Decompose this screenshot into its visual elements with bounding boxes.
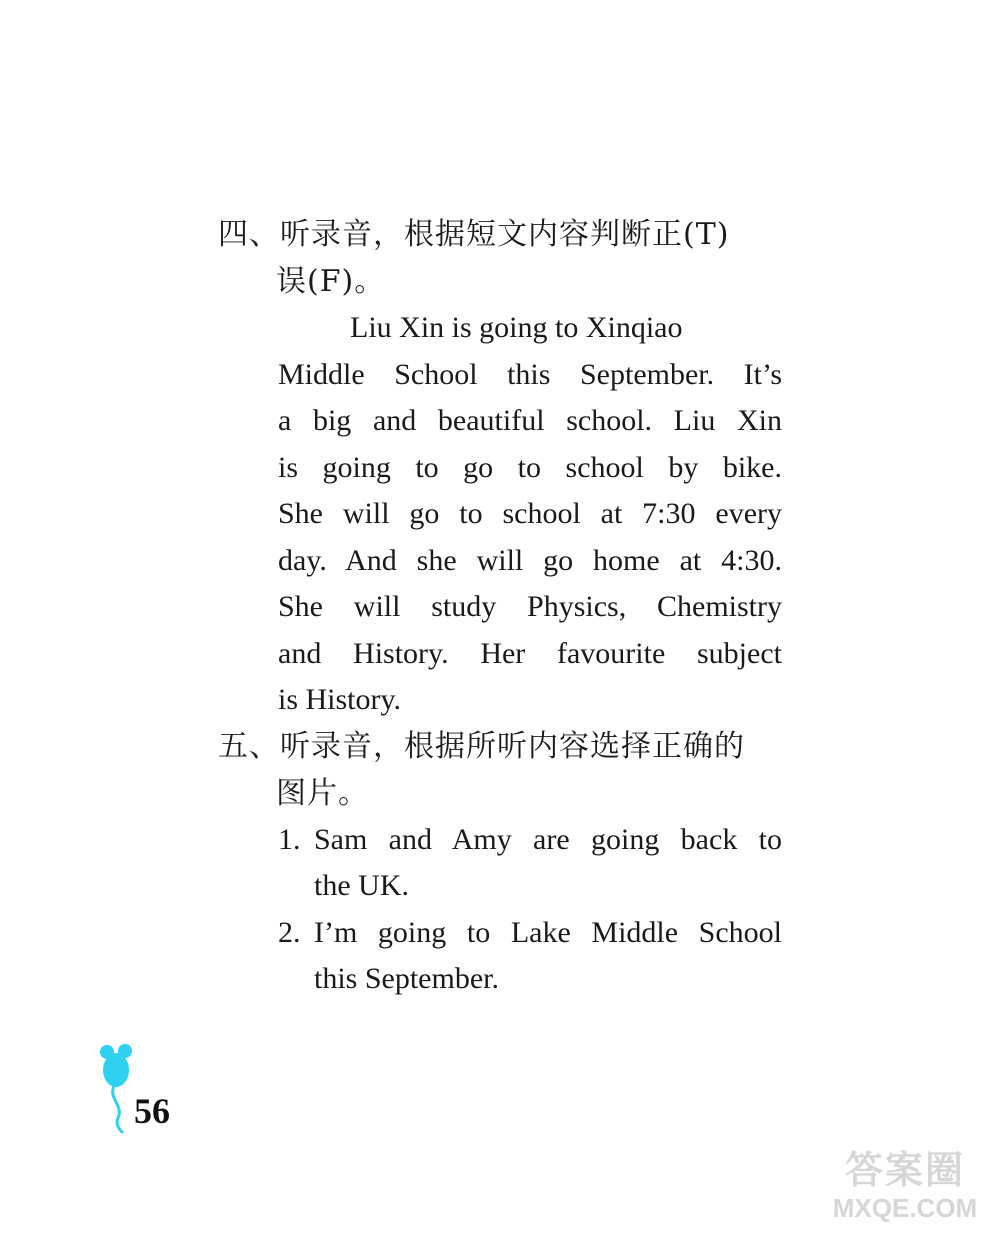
passage-line: is History.	[278, 683, 402, 716]
item-text: I’m going to Lake Middle School	[314, 916, 782, 949]
item-number: 2.	[278, 916, 301, 949]
watermark-en: MXQE.COM	[832, 1193, 978, 1223]
section4-heading-line1: 四、听录音，根据短文内容判断正(T)	[218, 217, 730, 252]
item-text: Sam and Amy are going back to	[314, 823, 782, 856]
section5-heading-line1: 五、听录音，根据所听内容选择正确的	[218, 729, 745, 764]
passage-line: and History. Her favourite subject	[278, 637, 782, 670]
section4-heading-line2: 误(F)。	[276, 264, 386, 299]
passage-line: Middle School this September. It’s	[278, 358, 782, 391]
passage-line: Liu Xin is going to Xinqiao	[350, 311, 683, 344]
item-text: this September.	[314, 962, 499, 995]
item-text: the UK.	[314, 869, 409, 902]
blue-mouse-icon	[98, 1040, 138, 1135]
passage-line: is going to go to school by bike.	[278, 451, 782, 484]
watermark-logo	[820, 1149, 990, 1229]
passage-line: She will study Physics, Chemistry	[278, 590, 782, 623]
passage-line: day. And she will go home at 4:30.	[278, 544, 782, 577]
watermark-cn: 答案圈	[844, 1150, 965, 1192]
section5-heading-line2: 图片。	[276, 776, 369, 811]
page-number: 56	[134, 1091, 170, 1131]
passage-line: She will go to school at 7:30 every	[278, 497, 782, 530]
item-number: 1.	[278, 823, 301, 856]
passage-line: a big and beautiful school. Liu Xin	[278, 404, 782, 437]
